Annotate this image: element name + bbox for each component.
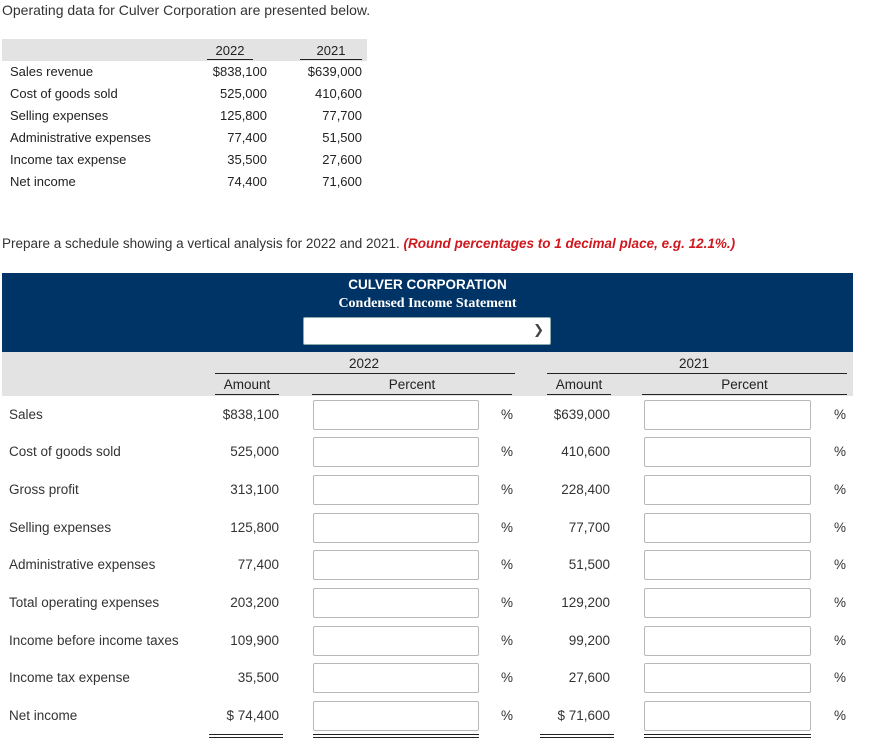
percent-sign: % <box>834 444 847 459</box>
operating-data-row <box>2 105 367 127</box>
statement-title: Condensed Income Statement <box>338 296 517 311</box>
amount-2022-heading: Amount <box>223 377 271 392</box>
value-2022: 74,400 <box>227 174 267 189</box>
operating-data-row <box>2 83 367 105</box>
schedule-row <box>2 472 853 510</box>
amount-2021: $ 71,600 <box>557 708 610 723</box>
value-2022: 125,800 <box>220 108 267 123</box>
schedule-row-label: Total operating expenses <box>9 595 160 610</box>
total-underline <box>644 734 811 735</box>
total-double-underline <box>540 737 614 738</box>
schedule-row-label: Income tax expense <box>9 670 130 685</box>
value-2021: 27,600 <box>322 152 362 167</box>
chevron-down-icon: ❯ <box>533 322 544 337</box>
percent-2022-input[interactable] <box>313 701 479 731</box>
amount-2021: $639,000 <box>553 407 610 422</box>
year-2022-rule <box>215 373 515 374</box>
row-label: Administrative expenses <box>10 130 151 145</box>
percent-2022-input[interactable] <box>313 400 479 430</box>
row-label: Net income <box>10 174 76 189</box>
schedule-row-label: Administrative expenses <box>9 557 156 572</box>
percent-sign: % <box>501 595 514 610</box>
year-2022-heading: 2022 <box>207 43 253 60</box>
percent-2021-heading: Percent <box>721 377 768 392</box>
period-dropdown[interactable] <box>303 317 551 345</box>
percent-sign: % <box>834 482 847 497</box>
value-2022: 35,500 <box>227 152 267 167</box>
operating-data-row <box>2 149 367 171</box>
intro-text: Operating data for Culver Corporation are presented below. <box>2 2 371 18</box>
percent-sign: % <box>834 633 847 648</box>
operating-data-header <box>2 39 367 61</box>
percent-sign: % <box>501 482 514 497</box>
year-2021-heading: 2021 <box>300 43 362 60</box>
percent-sign: % <box>501 407 514 422</box>
total-underline <box>209 734 283 735</box>
amount-2021: 27,600 <box>568 670 610 685</box>
value-2021: 51,500 <box>322 130 362 145</box>
amount-2021: 410,600 <box>561 444 610 459</box>
schedule-year-2021: 2021 <box>678 356 710 371</box>
schedule-row-label: Gross profit <box>9 482 79 497</box>
percent-2022-input[interactable] <box>313 475 479 505</box>
schedule-row <box>2 585 853 623</box>
amount-2022: 77,400 <box>237 557 279 572</box>
amount-2022: 125,800 <box>230 520 279 535</box>
percent-sign: % <box>834 595 847 610</box>
percent-2021-input[interactable] <box>644 701 811 731</box>
percent-sign: % <box>501 520 514 535</box>
percent-sign: % <box>501 670 514 685</box>
column-header <box>2 352 853 396</box>
schedule-row <box>2 547 853 585</box>
amount-2022: 313,100 <box>230 482 279 497</box>
rounding-hint: (Round percentages to 1 decimal place, e.g. 12.1%.) <box>403 236 736 251</box>
total-underline <box>540 734 614 735</box>
percent-sign: % <box>501 633 514 648</box>
schedule-row-label: Income before income taxes <box>9 633 179 648</box>
instructions <box>2 236 735 251</box>
amount-2022-rule <box>215 394 279 395</box>
percent-sign: % <box>834 407 847 422</box>
amount-2021: 228,400 <box>561 482 610 497</box>
operating-data-row <box>2 171 367 193</box>
percent-sign: % <box>834 670 847 685</box>
schedule-row <box>2 623 853 661</box>
total-double-underline <box>313 737 479 738</box>
amount-2022: 203,200 <box>230 595 279 610</box>
schedule-header <box>2 273 853 352</box>
schedule-row <box>2 660 853 698</box>
value-2021: 410,600 <box>315 86 362 101</box>
company-name: CULVER CORPORATION <box>348 277 507 292</box>
amount-2022: $ 74,400 <box>226 708 279 723</box>
percent-2022-input[interactable] <box>313 513 479 543</box>
schedule-row-label: Sales <box>9 407 43 422</box>
percent-2022-input[interactable] <box>313 663 479 693</box>
amount-2022: 525,000 <box>230 444 279 459</box>
instructions-text: Prepare a schedule showing a vertical analysis for 2022 and 2021. <box>2 236 400 251</box>
schedule-row-label: Net income <box>9 708 78 723</box>
amount-2022: $838,100 <box>222 407 279 422</box>
percent-2021-input[interactable] <box>644 626 811 656</box>
value-2021: 71,600 <box>322 174 362 189</box>
amount-2021-heading: Amount <box>555 377 603 392</box>
percent-2021-input[interactable] <box>644 588 811 618</box>
percent-2021-input[interactable] <box>644 475 811 505</box>
percent-sign: % <box>501 444 514 459</box>
schedule-row <box>2 698 853 736</box>
percent-2022-rule <box>312 394 512 395</box>
total-double-underline <box>209 737 283 738</box>
year-2021-rule <box>547 373 847 374</box>
value-2022: $838,100 <box>212 64 267 79</box>
schedule-row <box>2 397 853 435</box>
schedule-row-label: Cost of goods sold <box>9 444 121 459</box>
percent-2022-input[interactable] <box>313 550 479 580</box>
percent-sign: % <box>834 520 847 535</box>
value-2021: 77,700 <box>322 108 362 123</box>
percent-sign: % <box>834 557 847 572</box>
schedule-row-label: Selling expenses <box>9 520 112 535</box>
percent-2021-rule <box>642 394 847 395</box>
percent-2022-input[interactable] <box>313 588 479 618</box>
schedule-row <box>2 510 853 548</box>
schedule-row <box>2 434 853 472</box>
percent-2021-input[interactable] <box>644 400 811 430</box>
percent-2021-input[interactable] <box>644 437 811 467</box>
percent-2022-input[interactable] <box>313 626 479 656</box>
total-underline <box>313 734 479 735</box>
operating-data-row <box>2 61 367 83</box>
value-2021: $639,000 <box>307 64 362 79</box>
amount-2021-rule <box>547 394 611 395</box>
value-2022: 525,000 <box>220 86 267 101</box>
amount-2022: 35,500 <box>237 670 279 685</box>
percent-2022-input[interactable] <box>313 437 479 467</box>
total-double-underline <box>644 737 811 738</box>
operating-data-table <box>2 39 367 193</box>
schedule-year-2022: 2022 <box>348 356 380 371</box>
percent-2021-input[interactable] <box>644 663 811 693</box>
row-label: Income tax expense <box>10 152 127 167</box>
row-label: Sales revenue <box>10 64 94 79</box>
row-label: Cost of goods sold <box>10 86 118 101</box>
percent-sign: % <box>501 557 514 572</box>
amount-2021: 129,200 <box>561 595 610 610</box>
amount-2021: 51,500 <box>568 557 610 572</box>
operating-data-row <box>2 127 367 149</box>
percent-2021-input[interactable] <box>644 513 811 543</box>
percent-2022-heading: Percent <box>388 377 436 392</box>
percent-sign: % <box>834 708 847 723</box>
percent-2021-input[interactable] <box>644 550 811 580</box>
row-label: Selling expenses <box>10 108 109 123</box>
percent-sign: % <box>501 708 514 723</box>
amount-2021: 77,700 <box>568 520 610 535</box>
amount-2021: 99,200 <box>568 633 610 648</box>
amount-2022: 109,900 <box>230 633 279 648</box>
value-2022: 77,400 <box>227 130 267 145</box>
